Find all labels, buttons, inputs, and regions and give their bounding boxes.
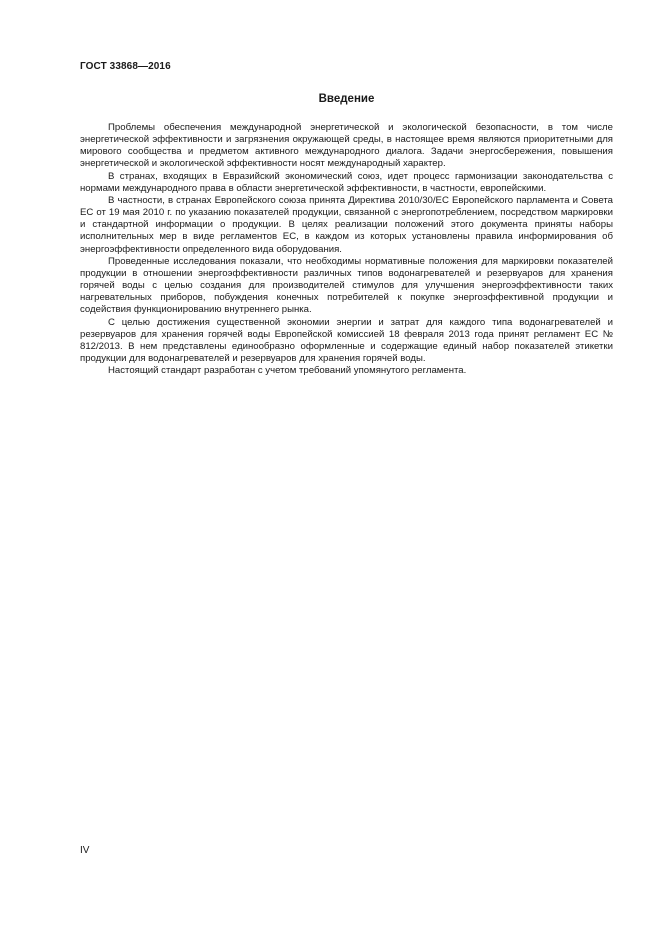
page-number: IV: [80, 845, 90, 856]
paragraph-1: Проблемы обеспечения международной энергетической и экологической безопасности, в том числе энергетической эффективности и загрязнения окружающей среды, в настоящее время являются приоритетными для мирового сообщества и предметом активного международного диалога. Задачи энергосбережения, повышения энергетической и экологической эффективности носят международный характер.: [80, 122, 613, 170]
paragraph-6: Настоящий стандарт разработан с учетом требований упомянутого регламента.: [108, 365, 467, 377]
paragraph-4: Проведенные исследования показали, что необходимы нормативные положения для маркировки показателей продукции в отношении энергоэффективности различных типов водонагревателей и резервуаров для хранения горячей воды с целью создания для производителей стимулов для улучшения энергоэффективности таких нагревательных приборов, побуждения конечных потребителей к покупке энергоэффективной продукции и содействия функционированию внутреннего рынка.: [80, 255, 613, 316]
section-body: [80, 122, 613, 377]
paragraph-2: В странах, входящих в Евразийский экономический союз, идет процесс гармонизации законодательства с нормами международного права в области энергетической эффективности, в частности, европейскими.: [80, 170, 613, 194]
paragraph-5: С целью достижения существенной экономии энергии и затрат для каждого типа водонагревателей и резервуаров для хранения горячей воды Европейской комиссией 18 февраля 2013 года принят регламент ЕС № 812/2013. В нем представлены единообразно оформленные и содержащие единый набор показателей этикетки продукции для водонагревателей и резервуаров для хранения горячей воды.: [80, 316, 613, 364]
section-title: Введение: [318, 93, 375, 105]
standard-number-header: ГОСТ 33868—2016: [80, 61, 171, 72]
paragraph-3: В частности, в странах Европейского союза принята Директива 2010/30/ЕС Европейского парламента и Совета ЕС от 19 мая 2010 г. по указанию показателей продукции, связанной с энергопотреблением, посредством маркировки и стандартной информации о продукции. В целях реализации положений этого документа приняты наборы исполнительных мер в виде регламентов ЕС, в каждом из которых установлены правила информирования об энергоэффективности определенного вида оборудования.: [80, 194, 613, 255]
